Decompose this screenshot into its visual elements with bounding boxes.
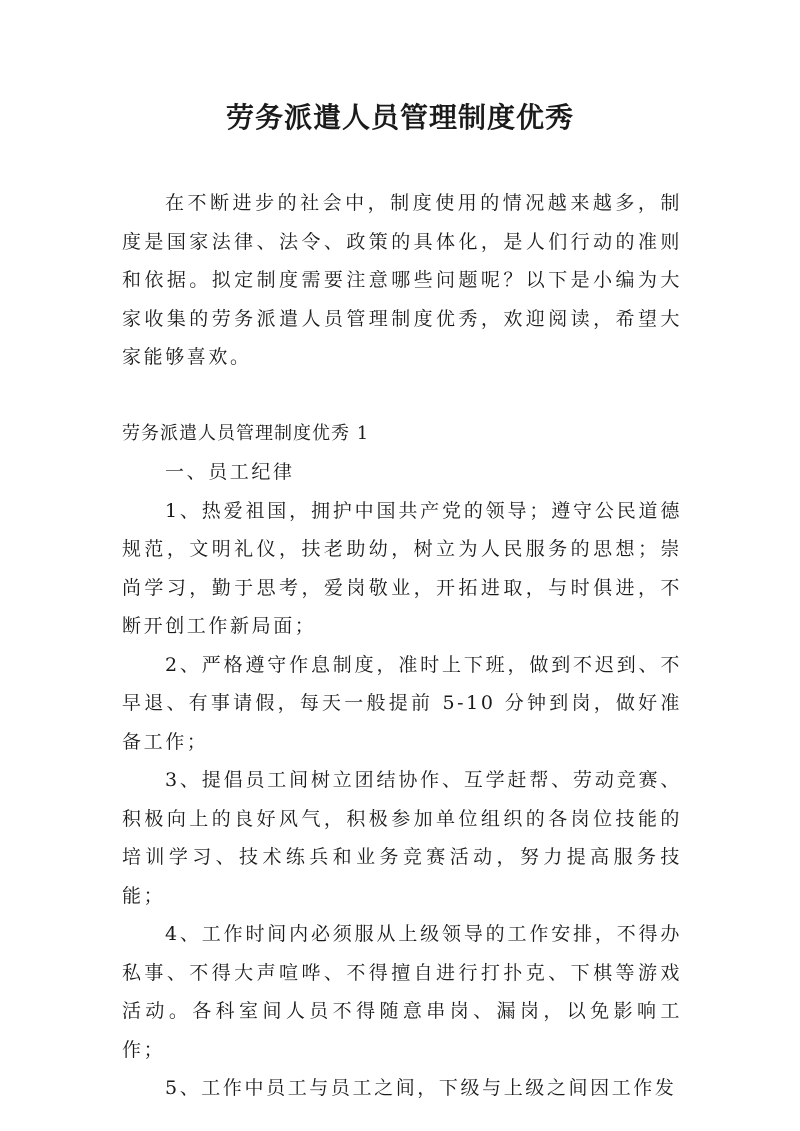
rule-item-5: 5、工作中员工与员工之间，下级与上级之间因工作发 [165,1077,677,1099]
rule-item-3: 3、提倡员工间树立团结协作、互学赶帮、劳动竞赛、积极向上的良好风气，积极参加单位组织的各岗位技能的培训学习、技术练兵和业务竞赛活动，努力提高服务技能； [122,769,682,907]
rule-item-4: 4、工作时间内必须服从上级领导的工作安排，不得办私事、不得大声喧哗、不得擅自进行打扑克、下棋等游戏活动。各科室间人员不得随意串岗、漏岗，以免影响工作； [122,923,682,1061]
section-title: 劳务派遣人员管理制度优秀 1 [122,422,370,444]
document-title: 劳务派遣人员管理制度优秀 [225,101,574,134]
rule-item-2: 2、严格遵守作息制度，准时上下班，做到不迟到、不早退、有事请假，每天一般提前 5-10 分钟到岗，做好准备工作； [122,653,682,753]
document-body [122,184,682,1108]
rule-item-1: 1、热爱祖国，拥护中国共产党的领导；遵守公民道德规范，文明礼仪，扶老助幼，树立为人民服务的思想；崇尚学习，勤于思考，爱岗敬业，开拓进取，与时俱进，不断开创工作新局面； [122,499,682,637]
intro-paragraph: 在不断进步的社会中，制度使用的情况越来越多，制度是国家法律、法令、政策的具体化，是人们行动的准则和依据。拟定制度需要注意哪些问题呢？以下是小编为大家收集的劳务派遣人员管理制度优秀，欢迎阅读，希望大家能够喜欢。 [122,192,682,368]
subheading: 一、员工纪律 [165,461,295,483]
